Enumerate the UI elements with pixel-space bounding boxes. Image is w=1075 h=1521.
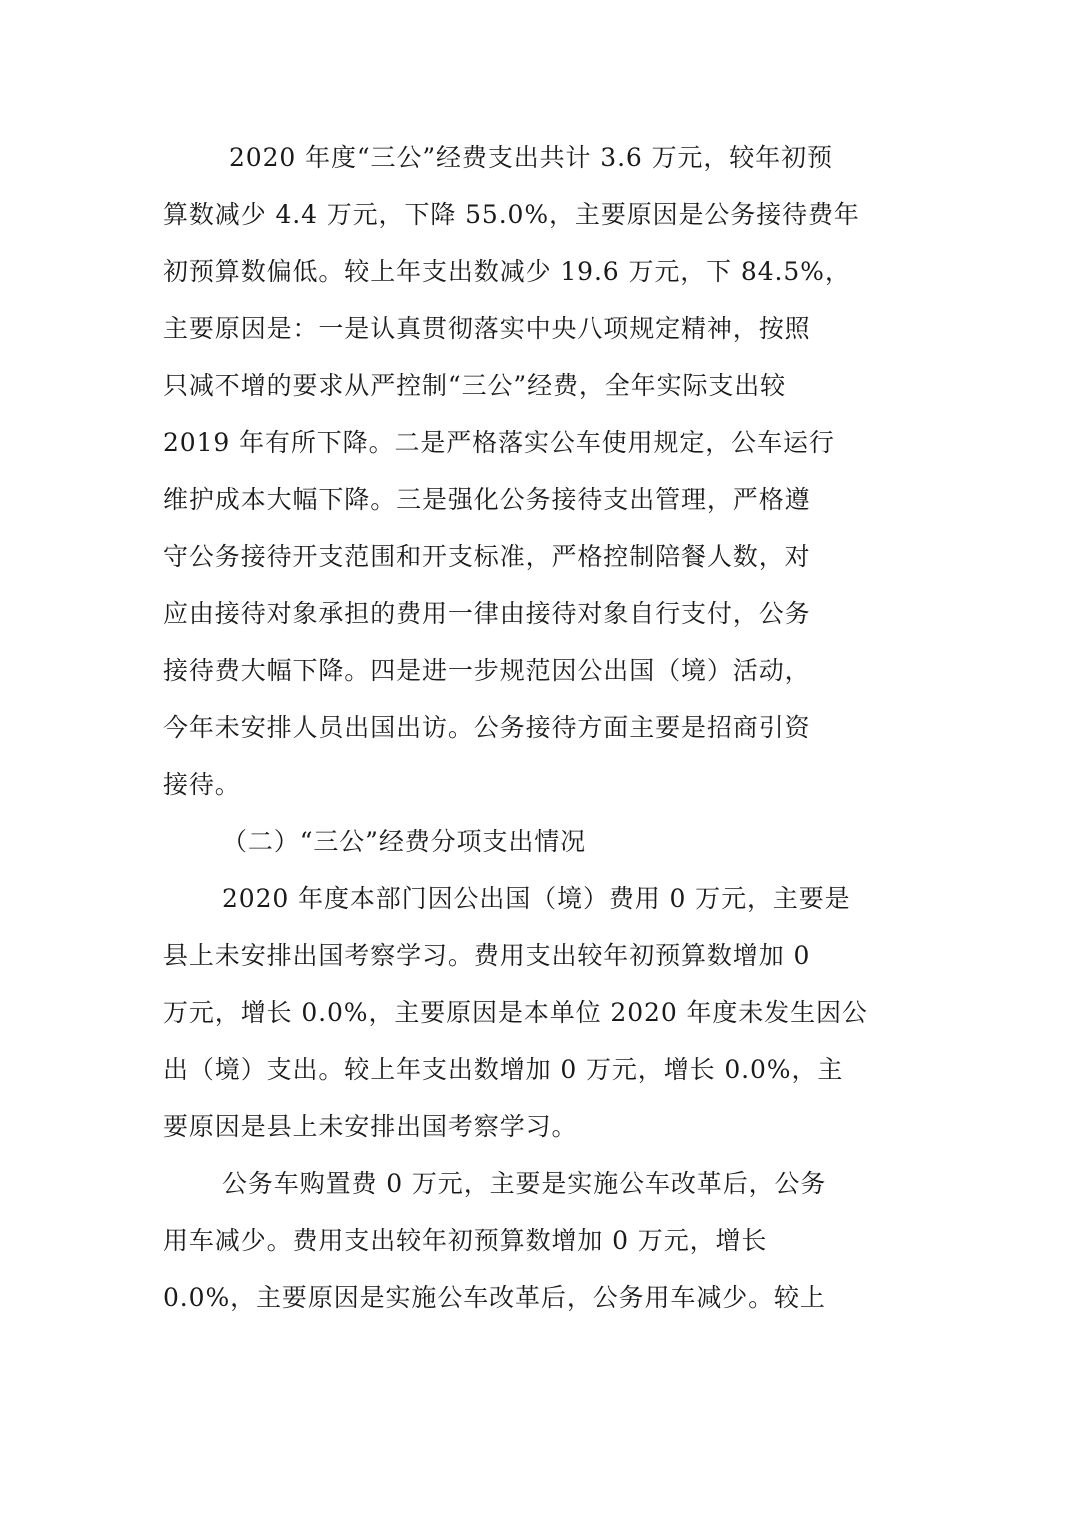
paragraph-line: 2019 年有所下降。二是严格落实公车使用规定，公车运行: [163, 428, 835, 457]
paragraph-line: 今年未安排人员出国出访。公务接待方面主要是招商引资: [163, 713, 811, 742]
paragraph-line: 维护成本大幅下降。三是强化公务接待支出管理，严格遵: [163, 485, 811, 514]
paragraph-line: 公务车购置费 0 万元，主要是实施公车改革后，公务: [222, 1169, 827, 1198]
section-heading: （二）“三公”经费分项支出情况: [222, 827, 587, 856]
paragraph-line: 2020 年度“三公”经费支出共计 3.6 万元，较年初预: [229, 143, 833, 172]
paragraph-line: 算数减少 4.4 万元，下降 55.0%，主要原因是公务接待费年: [163, 200, 860, 229]
paragraph-line: 县上未安排出国考察学习。费用支出较年初预算数增加 0: [163, 941, 811, 970]
paragraph-line: 主要原因是：一是认真贯彻落实中央八项规定精神，按照: [163, 314, 811, 343]
paragraph-line: 初预算数偏低。较上年支出数减少 19.6 万元，下 84.5%，: [163, 257, 851, 286]
paragraph-line: 2020 年度本部门因公出国（境）费用 0 万元，主要是: [222, 884, 851, 913]
paragraph-line: 接待。: [163, 770, 241, 799]
paragraph-line: 应由接待对象承担的费用一律由接待对象自行支付，公务: [163, 599, 811, 628]
paragraph-line: 0.0%，主要原因是实施公车改革后，公务用车减少。较上: [163, 1283, 826, 1312]
paragraph-line: 出（境）支出。较上年支出数增加 0 万元，增长 0.0%，主: [163, 1055, 844, 1084]
paragraph-line: 只减不增的要求从严控制“三公”经费，全年实际支出较: [163, 371, 787, 400]
paragraph-line: 接待费大幅下降。四是进一步规范因公出国（境）活动，: [163, 656, 811, 685]
paragraph-line: 用车减少。费用支出较年初预算数增加 0 万元，增长: [163, 1226, 768, 1255]
paragraph-line: 守公务接待开支范围和开支标准，严格控制陪餐人数，对: [163, 542, 811, 571]
paragraph-line: 要原因是县上未安排出国考察学习。: [163, 1112, 578, 1141]
paragraph-line: 万元，增长 0.0%，主要原因是本单位 2020 年度未发生因公: [163, 998, 868, 1027]
